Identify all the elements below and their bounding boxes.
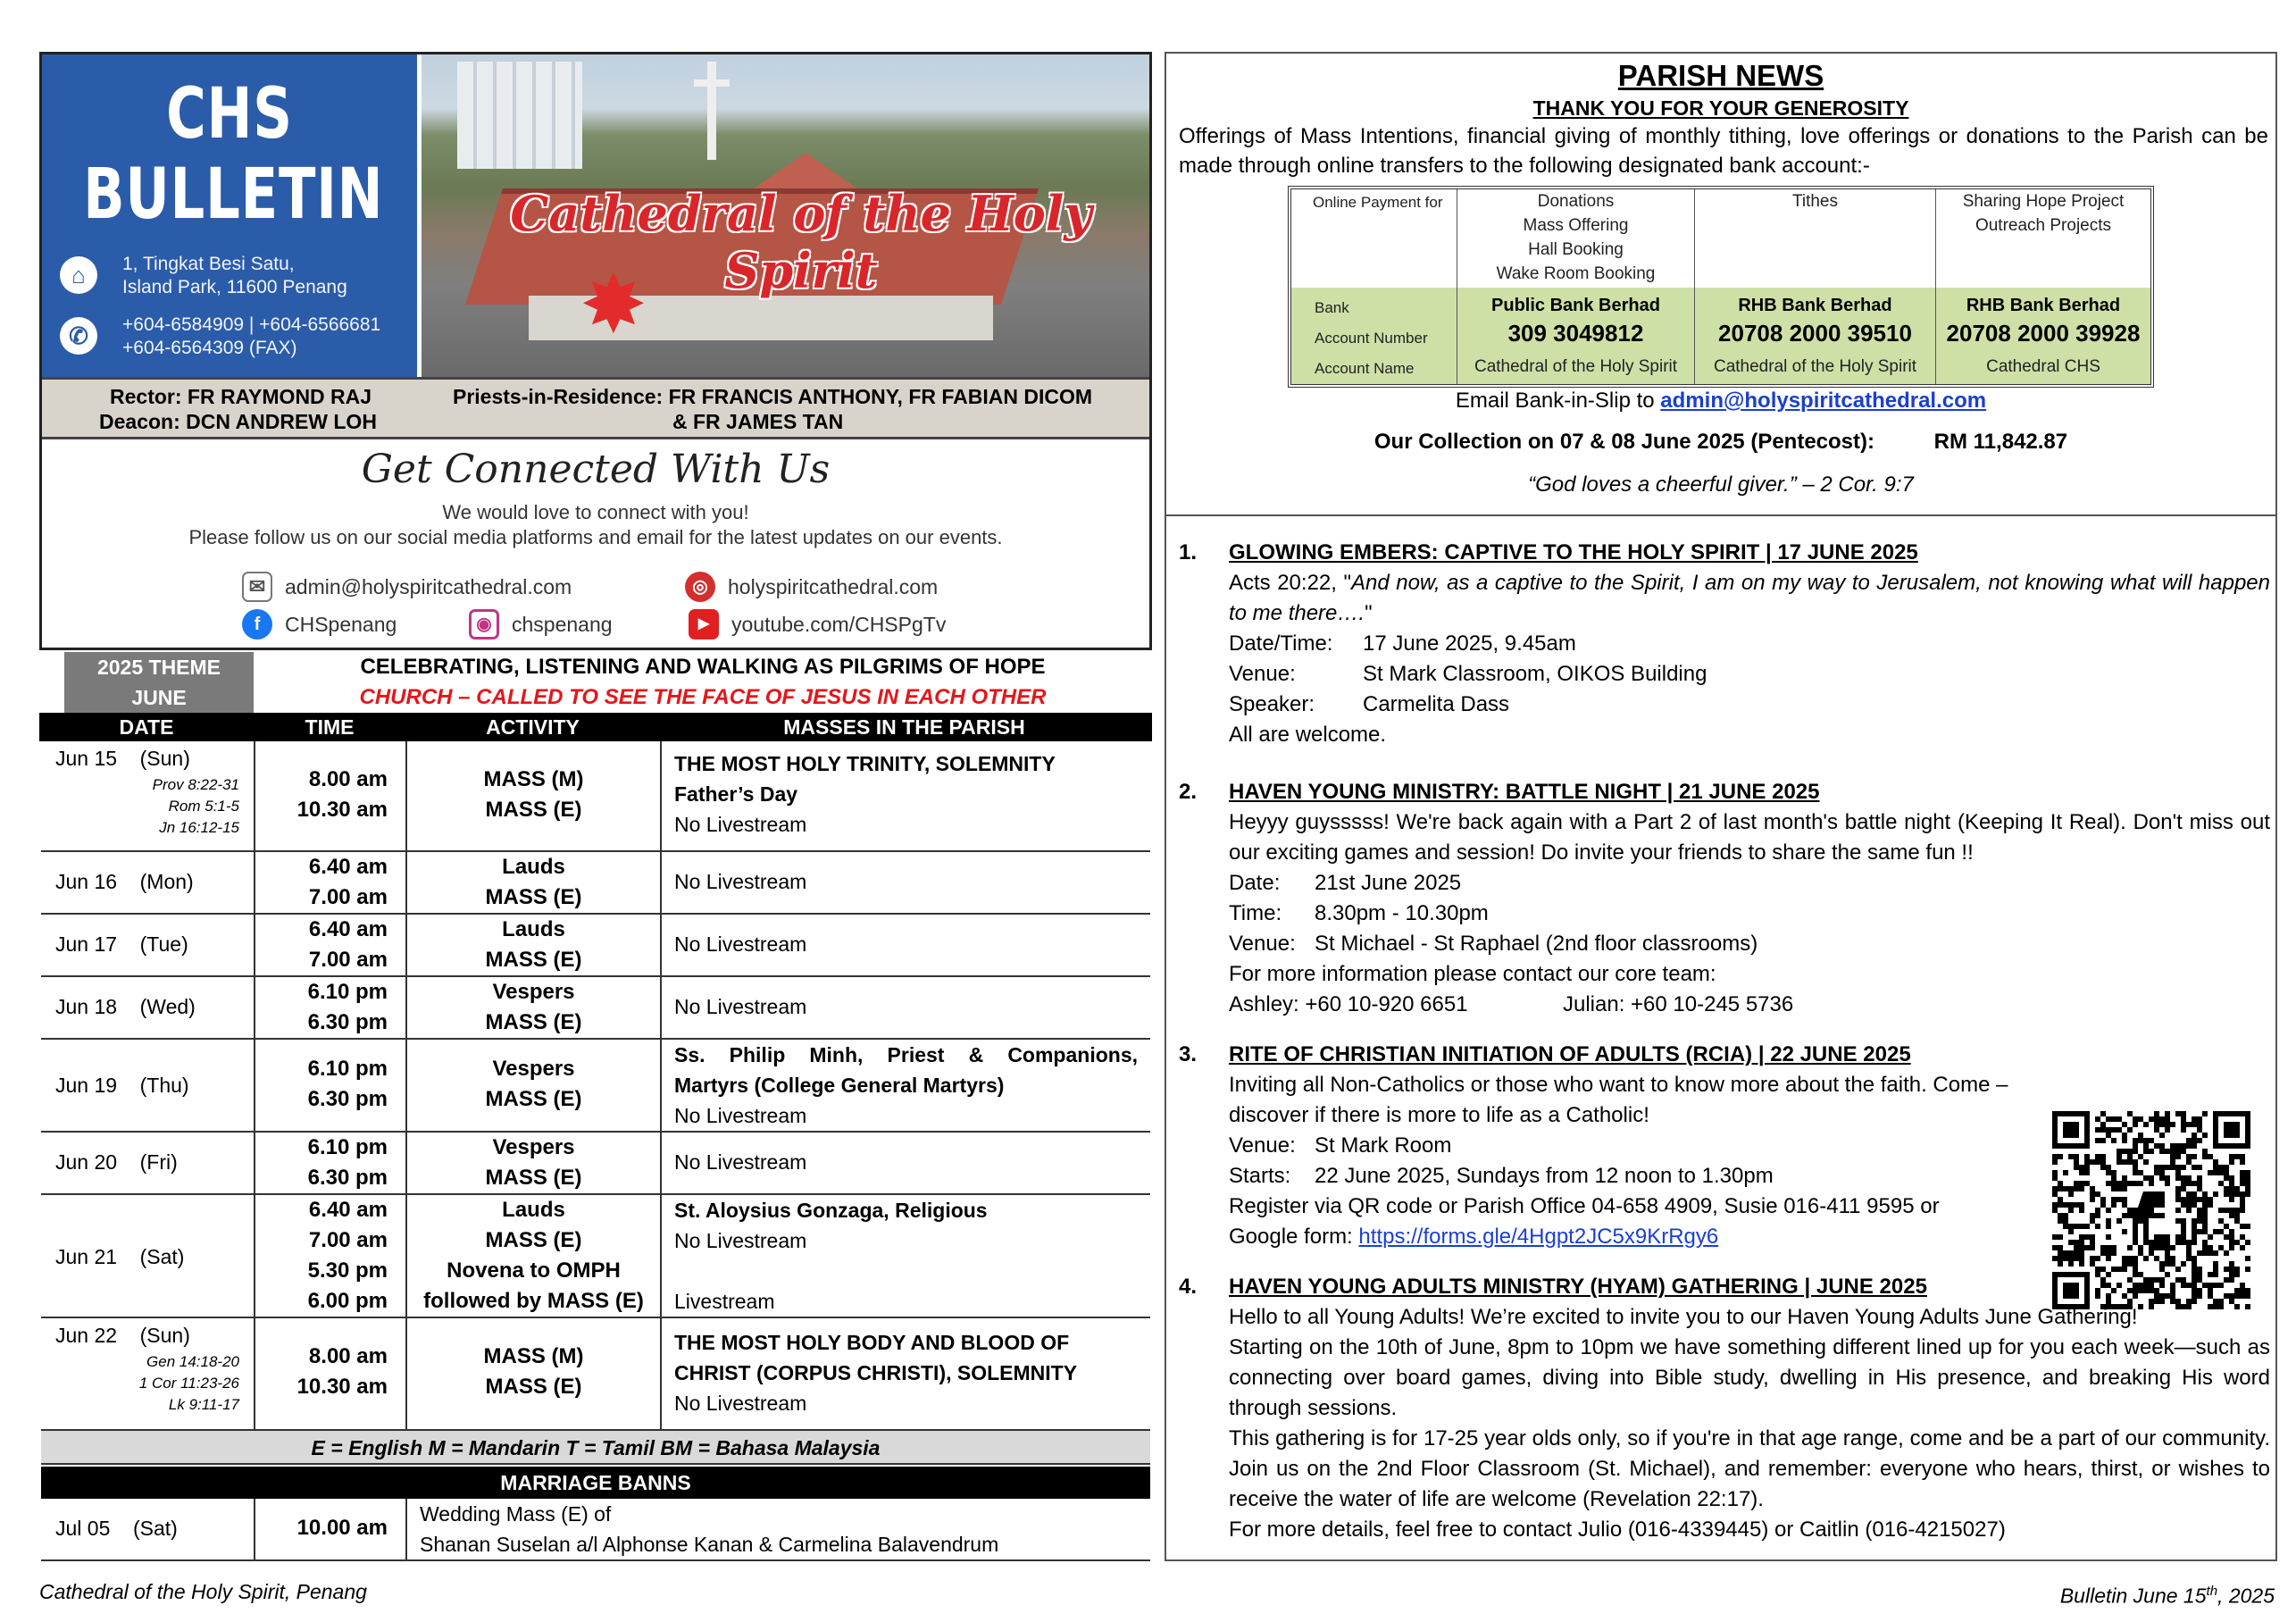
row-activity: Lauds bbox=[502, 1198, 565, 1222]
parish-news-title: PARISH NEWS bbox=[1617, 59, 1824, 92]
row-date: Jun 17 bbox=[55, 932, 118, 956]
youtube-text: youtube.com/CHSPgTv bbox=[731, 613, 947, 636]
email-slip-label: Email Bank-in-Slip to bbox=[1455, 389, 1661, 413]
contact-intro: For more information please contact our core team: bbox=[1229, 962, 1716, 986]
row-time: 6.40 am bbox=[308, 917, 388, 941]
row-activity: MASS (E) bbox=[485, 1228, 582, 1252]
email-slip-link[interactable]: admin@holyspiritcathedral.com bbox=[1660, 389, 1987, 413]
row-spacer bbox=[674, 1256, 988, 1286]
row-livestream: No Livestream bbox=[674, 932, 807, 956]
account-name: Cathedral of the Holy Spirit bbox=[1713, 357, 1917, 376]
row-feast-note: Father’s Day bbox=[674, 782, 798, 806]
row-day: (Thu) bbox=[139, 1074, 189, 1097]
starts-value: 22 June 2025, Sundays from 12 noon to 1.30pm bbox=[1315, 1164, 1774, 1188]
time-value: 8.30pm - 10.30pm bbox=[1315, 901, 1489, 925]
deacon: Deacon: DCN ANDREW LOH bbox=[99, 410, 377, 433]
account-name: Cathedral of the Holy Spirit bbox=[1474, 357, 1678, 376]
row-day: (Sun) bbox=[139, 747, 190, 770]
row-feast: Ss. Philip Minh, Priest & Companions, bbox=[674, 1043, 1138, 1066]
news-item-hyam-gathering bbox=[1179, 1272, 2270, 1549]
footer-right bbox=[2060, 1578, 2275, 1609]
row-feast: THE MOST HOLY TRINITY, SOLEMNITY bbox=[674, 752, 1056, 775]
banns-couple: Shanan Suselan a/l Alphonse Kanan & Carmelina Balavendrum bbox=[420, 1533, 999, 1556]
banner bbox=[42, 54, 1149, 377]
date-label: Date: bbox=[1229, 871, 1281, 895]
cathedral-name: Cathedral of the Holy Spirit bbox=[510, 185, 1092, 299]
bulletin-header bbox=[39, 52, 1152, 650]
quote-text: And now, as a captive to the Spirit, I am on my way to Jerusalem, not knowing what will happen to me there…. bbox=[1229, 571, 2270, 625]
closing-text: All are welcome. bbox=[1229, 723, 1387, 747]
date-value: 17 June 2025, 9.45am bbox=[1363, 631, 1576, 656]
row-time: 6.10 pm bbox=[307, 1135, 388, 1159]
row-feast: St. Aloysius Gonzaga, Religious bbox=[674, 1199, 988, 1222]
instagram-text: chspenang bbox=[512, 613, 613, 636]
table-row bbox=[41, 741, 1150, 852]
item-title: GLOWING EMBERS: CAPTIVE TO THE HOLY SPIRIT | 17 JUNE 2025 bbox=[1229, 540, 1918, 564]
row-day: (Fri) bbox=[139, 1150, 178, 1174]
account-number: 309 3049812 bbox=[1507, 320, 1644, 347]
website-link[interactable] bbox=[685, 572, 938, 602]
table-row bbox=[41, 915, 1150, 977]
banns-line1: Wedding Mass (E) of bbox=[420, 1502, 612, 1526]
phone-line1: +604-6584909 | +604-6566681 bbox=[122, 314, 381, 335]
starts-label: Starts: bbox=[1229, 1164, 1291, 1188]
bank-column-tithes bbox=[1695, 189, 1936, 384]
venue-label: Venue: bbox=[1229, 662, 1296, 686]
row-feast: CHRIST (CORPUS CHRISTI), SOLEMNITY bbox=[674, 1361, 1078, 1384]
email-icon: ✉ bbox=[242, 572, 272, 602]
row-activity: Lauds bbox=[502, 855, 565, 879]
row-reading: 1 Cor 11:23-26 bbox=[138, 1375, 239, 1392]
banner-info-panel bbox=[42, 54, 417, 377]
home-icon: ⌂ bbox=[60, 256, 97, 294]
purpose: Mass Offering bbox=[1523, 216, 1629, 235]
generosity-heading: THANK YOU FOR YOUR GENEROSITY bbox=[1532, 96, 1909, 120]
contact-ashley: Ashley: +60 10-920 6651 bbox=[1229, 992, 1468, 1016]
item-paragraph: This gathering is for 17-25 year olds only, so if you're in that age range, come and be a part of our community. Join us on the 2nd Floor Classroom (St. Michael), and remember: everyone who hears, thirst, or wishes to receive the water of life are welcome (Revelation 22:17). bbox=[1229, 1426, 2270, 1511]
online-payment-label: Online Payment for bbox=[1313, 194, 1443, 211]
google-form-link[interactable]: https://forms.gle/4Hgpt2JC5x9KrRgy6 bbox=[1358, 1225, 1719, 1249]
row-day: (Tue) bbox=[139, 932, 188, 956]
row-time: 8.00 am bbox=[308, 1344, 388, 1368]
clergy-bar bbox=[42, 377, 1149, 439]
row-livestream: No Livestream bbox=[674, 1104, 807, 1127]
footer-date-prefix: Bulletin June 15 bbox=[2059, 1584, 2207, 1608]
row-reading: Jn 16:12-15 bbox=[159, 819, 239, 836]
table-row bbox=[41, 1040, 1150, 1133]
bulletin-title bbox=[83, 74, 384, 235]
bank-column-donations bbox=[1457, 189, 1695, 384]
row-day: (Wed) bbox=[139, 995, 196, 1018]
item-title: RITE OF CHRISTIAN INITIATION OF ADULTS (RCIA) | 22 JUNE 2025 bbox=[1229, 1042, 1911, 1066]
item-paragraph: Starting on the 10th of June, 8pm to 10pm we have something different lined up for you each week—such as connecting over board games, diving into Bible study, dwelling in His presence, and breaking His word through sessions. bbox=[1229, 1335, 2270, 1420]
row-date: Jun 19 bbox=[55, 1074, 118, 1097]
speaker-value: Carmelita Dass bbox=[1363, 692, 1510, 716]
row-date: Jun 18 bbox=[55, 995, 118, 1018]
bulletin-title-line2: BULLETIN bbox=[83, 155, 384, 235]
row-time: 6.10 pm bbox=[307, 980, 388, 1004]
facebook-text: CHSpenang bbox=[285, 613, 397, 636]
row-date: Jun 20 bbox=[55, 1150, 118, 1174]
row-activity: MASS (E) bbox=[485, 1166, 582, 1190]
language-legend: E = English M = Mandarin T = Tamil BM = Bahasa Malaysia bbox=[41, 1431, 1150, 1465]
row-livestream: No Livestream bbox=[674, 1229, 807, 1252]
item-number: 4. bbox=[1179, 1275, 1198, 1299]
row-activity: followed by MASS (E) bbox=[423, 1289, 644, 1313]
venue-label: Venue: bbox=[1229, 1133, 1296, 1158]
connect-subtitle-2: Please follow us on our social media platforms and email for the latest updates on our events. bbox=[188, 526, 1003, 548]
collection-total: Our Collection on 07 & 08 June 2025 (Pentecost): RM 11,842.87 bbox=[1373, 430, 2068, 454]
row-time: 6.30 pm bbox=[307, 1010, 388, 1034]
parish-news-header bbox=[1166, 54, 2275, 516]
bank-name: RHB Bank Berhad bbox=[1738, 296, 1892, 315]
item-intro: Inviting all Non-Catholics or those who want to know more about the faith. Come – discover if there is more to life as a Catholic! bbox=[1229, 1073, 2008, 1127]
table-header bbox=[39, 713, 1152, 741]
row-time: 6.00 pm bbox=[307, 1289, 388, 1313]
date-value: 21st June 2025 bbox=[1315, 871, 1462, 895]
row-feast: Martyrs (College General Martyrs) bbox=[674, 1074, 1005, 1097]
row-date: Jun 16 bbox=[55, 870, 118, 893]
footer-date-sup: th bbox=[2206, 1584, 2218, 1599]
header-masses: MASSES IN THE PARISH bbox=[783, 715, 1025, 739]
row-livestream: Livestream bbox=[674, 1290, 775, 1313]
bank-name: RHB Bank Berhad bbox=[1966, 296, 2121, 315]
table-row bbox=[41, 1318, 1150, 1431]
get-connected-section bbox=[42, 439, 1149, 648]
row-time: 10.30 am bbox=[296, 798, 388, 822]
youtube-icon: ▶ bbox=[689, 609, 719, 640]
row-time: 6.40 am bbox=[308, 1198, 388, 1222]
register-text: Register via QR code or Parish Office 04-658 4909, Susie 016-411 9595 or bbox=[1229, 1194, 1940, 1218]
row-date: Jun 15 bbox=[55, 747, 118, 770]
row-reading: Gen 14:18-20 bbox=[146, 1353, 239, 1370]
purpose: Outreach Projects bbox=[1975, 216, 2112, 235]
banns-date: Jul 05 bbox=[55, 1517, 111, 1540]
row-time: 10.30 am bbox=[296, 1375, 388, 1399]
theme-main: CELEBRATING, LISTENING AND WALKING AS PILGRIMS OF HOPE bbox=[360, 655, 1046, 679]
table-row bbox=[41, 852, 1150, 915]
theme-label-month: JUNE bbox=[131, 686, 187, 709]
row-reading: Prov 8:22-31 bbox=[152, 776, 239, 793]
marriage-banns-header: MARRIAGE BANNS bbox=[41, 1467, 1150, 1499]
item-quote bbox=[1229, 568, 2270, 629]
facebook-icon: f bbox=[242, 609, 272, 640]
header-time: TIME bbox=[305, 715, 355, 739]
row-day: (Mon) bbox=[139, 870, 194, 893]
row-activity: MASS (E) bbox=[485, 1375, 582, 1399]
bank-label: Bank bbox=[1315, 299, 1349, 316]
footer-date-suffix: , 2025 bbox=[2217, 1584, 2275, 1608]
theme-sub: CHURCH – CALLED TO SEE THE FACE OF JESUS IN EACH OTHER bbox=[359, 685, 1047, 709]
row-activity: MASS (E) bbox=[485, 948, 582, 972]
table-row bbox=[41, 1133, 1150, 1195]
row-time: 5.30 pm bbox=[307, 1258, 388, 1283]
item-intro: Heyyy guysssss! We're back again with a Part 2 of last month's battle night (Keeping It Real). Don't miss out our exciting games and session! Do invite your friends to share the same fun !! bbox=[1229, 810, 2270, 865]
row-time: 6.10 pm bbox=[307, 1057, 388, 1081]
connect-subtitle: We would love to connect with you! bbox=[442, 501, 749, 523]
venue-value: St Mark Classroom, OIKOS Building bbox=[1363, 662, 1707, 686]
purpose: Wake Room Booking bbox=[1496, 264, 1656, 283]
row-time: 7.00 am bbox=[308, 1228, 388, 1252]
row-feast: THE MOST HOLY BODY AND BLOOD OF bbox=[674, 1331, 1070, 1354]
news-item-glowing-embers bbox=[1179, 538, 2270, 750]
address-line2: Island Park, 11600 Penang bbox=[122, 277, 347, 297]
row-day: (Sat) bbox=[139, 1245, 185, 1268]
row-date: Jun 22 bbox=[55, 1324, 118, 1347]
row-activity: Lauds bbox=[502, 917, 565, 941]
youtube-link[interactable] bbox=[689, 609, 946, 640]
bank-name: Public Bank Berhad bbox=[1491, 296, 1660, 315]
row-day: (Sun) bbox=[139, 1324, 190, 1347]
bulletin-title-line1: CHS bbox=[166, 74, 293, 155]
row-activity: MASS (M) bbox=[483, 1344, 584, 1368]
item-number: 1. bbox=[1179, 540, 1198, 564]
purpose: Sharing Hope Project bbox=[1962, 192, 2125, 211]
row-activity: MASS (E) bbox=[485, 798, 582, 822]
globe-icon: ◎ bbox=[685, 572, 715, 602]
theme-label bbox=[64, 652, 254, 713]
row-livestream: No Livestream bbox=[674, 1150, 807, 1174]
email-bank-slip bbox=[1166, 386, 2275, 416]
instagram-link[interactable] bbox=[469, 609, 613, 640]
parish-news-column bbox=[1165, 52, 2277, 1561]
phone-icon: ✆ bbox=[60, 317, 97, 355]
scripture-quote: “God loves a cheerful giver.” – 2 Cor. 9:7 bbox=[1528, 472, 1914, 497]
row-activity: Novena to OMPH bbox=[447, 1258, 621, 1283]
row-time: 7.00 am bbox=[308, 948, 388, 972]
item-title: HAVEN YOUNG ADULTS MINISTRY (HYAM) GATHERING | JUNE 2025 bbox=[1229, 1275, 1927, 1299]
account-number-label: Account Number bbox=[1315, 330, 1428, 347]
email-link[interactable] bbox=[242, 572, 572, 602]
row-time: 6.30 pm bbox=[307, 1087, 388, 1111]
banns-time: 10.00 am bbox=[296, 1516, 388, 1540]
purpose: Tithes bbox=[1791, 192, 1839, 211]
row-reading: Rom 5:1-5 bbox=[168, 798, 239, 815]
row-livestream: No Livestream bbox=[674, 995, 807, 1018]
row-time: 7.00 am bbox=[308, 885, 388, 909]
phone-line2: +604-6564309 (FAX) bbox=[122, 338, 297, 358]
table-row bbox=[41, 977, 1150, 1040]
purpose: Donations bbox=[1537, 192, 1615, 211]
quote-suffix: " bbox=[1365, 601, 1373, 625]
marriage-banns-row bbox=[41, 1499, 1150, 1561]
speaker-label: Speaker: bbox=[1229, 692, 1315, 716]
website-text: holyspiritcathedral.com bbox=[728, 575, 939, 598]
priests-in-residence: Priests-in-Residence: FR FRANCIS ANTHONY, FR FABIAN DICOM bbox=[453, 385, 1093, 408]
account-name-label: Account Name bbox=[1315, 360, 1415, 377]
item-paragraph: Hello to all Young Adults! We’re excited to invite you to our Haven Young Adults June Gathering! bbox=[1229, 1305, 2138, 1329]
row-time: 6.30 pm bbox=[307, 1166, 388, 1190]
item-number: 3. bbox=[1179, 1042, 1198, 1066]
email-text: admin@holyspiritcathedral.com bbox=[285, 575, 572, 598]
address-line1: 1, Tingkat Besi Satu, bbox=[122, 254, 295, 274]
account-number: 20708 2000 39928 bbox=[1946, 320, 2141, 347]
item-contact: For more details, feel free to contact Julio (016-4339445) or Caitlin (016-4215027) bbox=[1229, 1517, 2006, 1542]
bank-account-table bbox=[1288, 186, 2154, 388]
item-number: 2. bbox=[1179, 780, 1198, 804]
banns-day: (Sat) bbox=[132, 1517, 178, 1540]
venue-value: St Michael - St Raphael (2nd floor classrooms) bbox=[1315, 932, 1758, 956]
row-activity: MASS (E) bbox=[485, 1010, 582, 1034]
row-activity: MASS (M) bbox=[483, 767, 584, 791]
footer-left: Cathedral of the Holy Spirit, Penang bbox=[39, 1580, 367, 1603]
row-activity: MASS (E) bbox=[485, 1087, 582, 1111]
date-label: Date/Time: bbox=[1229, 631, 1333, 656]
contact-julian: Julian: +60 10-245 5736 bbox=[1563, 992, 1794, 1016]
row-livestream: No Livestream bbox=[674, 1392, 807, 1415]
table-row bbox=[41, 1195, 1150, 1318]
theme-label-year: 2025 THEME bbox=[96, 656, 221, 679]
connect-title: Get Connected With Us bbox=[361, 447, 831, 492]
address bbox=[60, 253, 417, 301]
facebook-link[interactable] bbox=[242, 609, 397, 640]
time-label: Time: bbox=[1229, 901, 1282, 925]
quote-prefix: Acts 20:22, " bbox=[1229, 571, 1351, 595]
item-title: HAVEN YOUNG MINISTRY: BATTLE NIGHT | 21 JUNE 2025 bbox=[1229, 780, 1820, 804]
row-activity: Vespers bbox=[492, 980, 575, 1004]
header-date: DATE bbox=[119, 715, 174, 739]
row-activity: Vespers bbox=[492, 1057, 575, 1081]
row-activity: Vespers bbox=[492, 1135, 575, 1159]
venue-label: Venue: bbox=[1229, 932, 1296, 956]
row-reading: Lk 9:11-17 bbox=[168, 1396, 239, 1413]
row-livestream: No Livestream bbox=[674, 870, 807, 893]
row-date: Jun 21 bbox=[55, 1245, 118, 1268]
header-activity: ACTIVITY bbox=[486, 715, 580, 739]
account-number: 20708 2000 39510 bbox=[1718, 320, 1912, 347]
account-name: Cathedral CHS bbox=[1986, 357, 2100, 376]
dove-icon: ✸ bbox=[580, 261, 647, 350]
news-item-battle-night bbox=[1179, 777, 2270, 1020]
rector: Rector: FR RAYMOND RAJ bbox=[110, 385, 372, 408]
cathedral-photo bbox=[422, 54, 1149, 377]
phone bbox=[60, 314, 417, 362]
purpose: Hall Booking bbox=[1528, 240, 1624, 259]
bank-column-sharing-hope bbox=[1936, 189, 2150, 384]
venue-value: St Mark Room bbox=[1315, 1133, 1452, 1158]
row-livestream: No Livestream bbox=[674, 813, 807, 836]
row-time: 6.40 am bbox=[308, 855, 388, 879]
offerings-intro: Offerings of Mass Intentions, financial giving of monthly tithing, love offerings or donations to the Parish can be made through online transfers to the following designated bank account:- bbox=[1179, 124, 2268, 178]
form-label: Google form: bbox=[1229, 1225, 1359, 1249]
row-time: 8.00 am bbox=[308, 767, 388, 791]
instagram-icon: ◉ bbox=[469, 609, 499, 640]
row-activity: MASS (E) bbox=[485, 885, 582, 909]
priests-in-residence-line2: & FR JAMES TAN bbox=[672, 410, 844, 433]
